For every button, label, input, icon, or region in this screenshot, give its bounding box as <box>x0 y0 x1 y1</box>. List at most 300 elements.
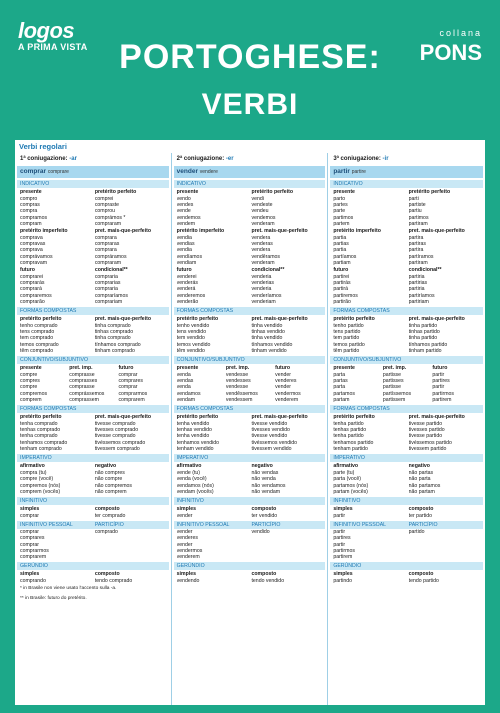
verb-form: tem vendido <box>176 335 205 342</box>
verb-form: tínhamos partido <box>408 341 448 348</box>
verb-infinitive: comprar <box>20 168 48 175</box>
section-title: FORMAS COMPOSTAS <box>330 307 483 315</box>
verb-form: parti <box>408 196 419 202</box>
tense-heading: simples <box>333 505 353 512</box>
verb-form: compraram <box>94 259 122 266</box>
conjugation-label: 2ª coniugazione: <box>176 156 226 162</box>
verb-infinitive: vender <box>176 168 200 175</box>
verb-form: tinhas partido <box>408 329 440 336</box>
conjugation-block <box>174 505 326 519</box>
verb-form: vender <box>176 529 193 536</box>
tense-heading: pret. imp. <box>382 365 407 372</box>
verb-form: vendido <box>251 529 270 536</box>
verb-form: compres <box>20 378 40 385</box>
conjugation-block <box>17 188 169 227</box>
verb-form: não compres <box>94 470 125 477</box>
verb-form: compraras <box>94 241 120 248</box>
section-title-part: INFINITIVO PESSOAL <box>176 522 230 529</box>
verb-form: comprarem <box>20 553 47 560</box>
tense-heading: negativo <box>408 463 430 470</box>
verb-form: venda <box>176 384 191 391</box>
verb-form: partamos <box>333 390 355 397</box>
verb-form: comprarei <box>20 274 44 281</box>
conjugation-ending: -er <box>225 156 234 162</box>
verb-form: não vendamos <box>251 482 286 489</box>
verb-form: comprarem <box>118 396 145 403</box>
verb-form: ter comprado <box>94 512 126 519</box>
verb-form: tenhas partido <box>333 427 367 434</box>
conjugation-label: 1ª coniugazione: <box>20 156 70 162</box>
verb-form: venderei <box>176 274 197 281</box>
conjugation-label: 3ª coniugazione: <box>333 156 383 162</box>
verb-form: compre <box>20 384 38 391</box>
verb-form: não comprem <box>94 488 127 495</box>
tense-heading: pretérito perfeito <box>20 316 62 323</box>
verb-form: tivessem vendido <box>251 445 292 452</box>
tense-heading: futuro <box>176 267 192 274</box>
conjugation-block <box>174 462 326 495</box>
verb-form: tenho vendido <box>176 323 210 330</box>
verb-form: tens vendido <box>176 329 207 336</box>
verb-form: parte (tu) <box>333 470 355 477</box>
verb-form: tinham vendido <box>251 347 287 354</box>
tense-heading: presente <box>333 189 355 195</box>
tense-heading: condicional** <box>251 267 285 274</box>
conjugation-block <box>17 364 169 403</box>
verb-form: tinham partido <box>408 347 442 354</box>
verb-form: comprando <box>20 578 46 585</box>
conjugation-heading <box>330 153 483 166</box>
verb-form: compraria <box>94 274 118 281</box>
verb-form: tinha partido <box>408 323 438 330</box>
verb-form: comprar <box>20 541 40 548</box>
verb-form: compraríamos <box>94 292 128 299</box>
verb-form: parte <box>333 208 346 215</box>
tense-heading: composto <box>251 571 277 578</box>
verb-form: partirem <box>432 396 452 403</box>
conjugation-block <box>17 505 169 519</box>
verb-form: partirmos <box>432 390 455 397</box>
verb-form: vendêramos <box>251 253 281 260</box>
verb-form: tem partido <box>333 335 360 342</box>
section-title: INFINITIVO <box>17 497 169 505</box>
verb-form: venderes <box>176 535 198 542</box>
verb-form: compravas <box>20 241 46 248</box>
conjugation-block <box>330 413 483 452</box>
section-title: CONJUNTIVO/SUBJUNTIVO <box>174 356 326 364</box>
verb-form: partido <box>408 529 425 536</box>
verb-form: venderias <box>251 280 274 287</box>
conjugation-block <box>330 227 483 266</box>
conjugation-block <box>330 266 483 305</box>
verb-form: partirias <box>408 280 428 287</box>
section-title: INFINITIVO <box>174 497 326 505</box>
verb-form: parta <box>333 384 346 391</box>
verb-form: partir <box>432 372 445 379</box>
verb-form: venderas <box>251 241 273 248</box>
verb-form: compra (tu) <box>20 470 47 477</box>
tense-heading: pretérito imperfeito <box>333 228 381 235</box>
section-title-part: PARTICÍPIO <box>408 522 438 529</box>
verb-form: partem <box>333 220 350 227</box>
verb-form: venderás <box>176 280 198 287</box>
verb-form: comprei <box>94 196 114 202</box>
tense-heading: pretérito perfeito <box>333 414 375 421</box>
verb-form: compravam <box>20 259 48 266</box>
verb-form: partiria <box>408 274 425 281</box>
tense-heading: simples <box>20 571 40 578</box>
tense-heading: presente <box>333 365 355 372</box>
header <box>0 0 500 140</box>
verb-form: partir <box>333 512 346 519</box>
verb-form: parta <box>333 372 346 379</box>
sheet-title: Verbi regolari <box>19 142 67 151</box>
verb-form: tinham comprado <box>94 347 135 354</box>
verb-form: partirmos <box>333 547 355 554</box>
verb-form: tenha comprado <box>20 433 58 440</box>
conjugation-block <box>330 188 483 227</box>
verb-form: temos vendido <box>176 341 211 348</box>
tense-heading: pretérito imperfeito <box>20 228 68 235</box>
verb-form: tens comprado <box>20 329 55 336</box>
verb-form: partira <box>408 247 424 254</box>
verb-form: partimos <box>333 214 354 221</box>
section-title <box>174 521 326 529</box>
tense-heading: presente <box>20 189 42 195</box>
section-title: IMPERATIVO <box>17 454 169 462</box>
verb-form: tenhas vendido <box>176 427 212 434</box>
verb-form: partam <box>333 396 350 403</box>
verb-form: venderem <box>275 396 299 403</box>
verb-form: comprarmos <box>118 390 148 397</box>
verb-form: vender <box>275 372 291 379</box>
verb-form: partisse <box>382 384 402 391</box>
verb-form: comprarás <box>20 280 45 287</box>
tense-heading: pret. mais-que-perfeito <box>251 228 308 235</box>
verb-form: partirás <box>333 280 351 287</box>
tense-heading: simples <box>333 571 353 578</box>
verb-form: tinha vendido <box>251 323 283 330</box>
verb-form: partiram <box>408 220 428 227</box>
section-title <box>330 521 483 529</box>
verb-form: compraremos <box>20 292 52 299</box>
tense-heading: pret. mais-que-perfeito <box>408 414 465 421</box>
verb-form: comprássemos <box>69 390 105 397</box>
tense-heading: futuro <box>118 365 134 372</box>
tense-heading: presente <box>176 189 199 195</box>
verb-form: parto <box>333 196 346 202</box>
verb-form: vendia <box>176 247 192 254</box>
verb-form: tenha vendido <box>176 433 210 440</box>
tense-heading: afirmativo <box>20 463 45 470</box>
tense-heading: pretérito perfeito <box>408 189 451 195</box>
verb-form: comprávamos <box>20 253 53 260</box>
verb-translation: partire <box>351 169 366 175</box>
conjugation-block <box>174 364 326 403</box>
verb-form: compraram <box>94 220 122 227</box>
verb-form: partir <box>333 541 346 548</box>
section-title: GERÚNDIO <box>330 562 483 570</box>
verb-form: partindo <box>333 578 353 585</box>
verb-form: comprar <box>20 512 40 519</box>
verb-form: comprem <box>20 396 42 403</box>
verb-form: parta (você) <box>333 476 361 483</box>
conjugation-block <box>330 529 483 560</box>
conjugation-block <box>330 570 483 584</box>
tense-heading: pret. mais-que-perfeito <box>408 316 465 323</box>
verb-form: partíramos <box>408 253 434 260</box>
verb-form: partiriam <box>408 298 429 305</box>
verb-form: partiste <box>408 202 426 209</box>
verb-form: partiam <box>333 259 351 266</box>
conjugation-ending: -ir <box>382 156 389 162</box>
conjugation-block <box>17 529 169 560</box>
verb-form: partiram <box>408 259 428 266</box>
verb-form: vendessem <box>225 396 253 403</box>
verb-form: comprar <box>118 384 138 391</box>
verb-form: partissem <box>382 396 406 403</box>
verb-form: não partas <box>408 470 434 477</box>
verb-form: vendam <box>176 396 196 403</box>
page-subtitle: VERBI <box>201 88 299 121</box>
verb-sheet <box>15 140 485 705</box>
verb-bar <box>174 166 326 178</box>
verb-form: venderemos <box>176 292 206 299</box>
verb-form: venderá <box>176 286 196 293</box>
verb-form: não compremos <box>94 482 133 489</box>
section-title: INDICATIVO <box>330 180 483 188</box>
verb-form: partia <box>333 235 347 242</box>
verb-form: compram <box>20 220 42 227</box>
tense-heading: afirmativo <box>176 463 202 470</box>
verb-form: comprem (vocês) <box>20 488 61 495</box>
tense-heading: pretérito perfeito <box>20 414 62 421</box>
verb-form: vendeu <box>251 208 269 215</box>
verb-form: tivesse vendido <box>251 421 288 428</box>
verb-form: tinhas vendido <box>251 329 285 336</box>
verb-form: tinha comprado <box>94 323 131 330</box>
verb-form <box>95 554 166 560</box>
verb-form: tenhamos partido <box>333 439 374 446</box>
conjugation-block <box>330 462 483 495</box>
verb-form: venda <box>176 372 191 379</box>
section-title: GERÚNDIO <box>17 562 169 570</box>
footnote: * in Brasile non viene usato l'accento sulla -a. <box>20 586 117 592</box>
verb-form: vendi <box>251 196 264 202</box>
verb-form: compraste <box>94 202 120 209</box>
verb-form: partam (vocês) <box>333 488 368 495</box>
verb-form: compremos (nós) <box>20 482 61 489</box>
tense-heading: composto <box>251 505 277 512</box>
verb-translation: vendere <box>199 169 218 175</box>
verb-form: tivessem comprado <box>94 445 140 452</box>
verb-form: tivéssemos partido <box>408 439 452 446</box>
verb-form: tenham vendido <box>176 445 214 452</box>
verb-form: tem comprado <box>20 335 54 342</box>
verb-form: vendeste <box>251 202 273 209</box>
verb-form: partiras <box>408 241 426 248</box>
tense-heading: composto <box>408 505 434 512</box>
verb-translation: comprare <box>47 169 69 175</box>
tense-heading: futuro <box>20 267 35 274</box>
tense-heading: pretérito perfeito <box>176 414 219 421</box>
tense-heading: pretérito perfeito <box>176 316 219 323</box>
verb-form: tivéssemos vendido <box>251 439 298 446</box>
tense-heading: presente <box>20 365 42 372</box>
verb-form: venderam <box>251 259 275 266</box>
verb-form: comprado <box>94 529 118 536</box>
verb-infinitive: partir <box>333 168 352 175</box>
tense-heading: pretérito perfeito <box>333 316 375 323</box>
verb-form: vender <box>275 384 291 391</box>
verb-form: tenhas comprado <box>20 427 61 434</box>
verb-form: partiríamos <box>408 292 435 299</box>
conjugation-columns <box>15 153 485 705</box>
tense-heading: composto <box>94 571 120 578</box>
verb-form: comprares <box>118 378 143 385</box>
verb-form: venda (você) <box>176 476 207 483</box>
verb-form: partíamos <box>333 253 357 260</box>
tense-heading: pret. imp. <box>69 365 93 372</box>
verb-form: vendera <box>251 235 271 242</box>
verb-form: compra <box>20 208 38 215</box>
verb-form <box>409 554 480 560</box>
tense-heading: pretérito perfeito <box>251 189 293 195</box>
conjugation-heading <box>17 153 169 166</box>
section-title: INFINITIVO <box>330 497 483 505</box>
tense-heading: presente <box>176 365 199 372</box>
section-title-part: INFINITIVO PESSOAL <box>20 522 73 529</box>
verb-form: compre (você) <box>20 476 54 483</box>
verb-form: compro <box>20 196 38 202</box>
section-title-part: PARTICÍPIO <box>251 522 281 529</box>
verb-form: tínhamos vendido <box>251 341 293 348</box>
verb-form: comprámos * <box>94 214 126 221</box>
tense-heading: pret. mais-que-perfeito <box>94 414 152 421</box>
conjugation-block <box>17 315 169 354</box>
verb-form: comprava <box>20 235 43 242</box>
verb-form: tinha vendido <box>251 335 283 342</box>
verb-form: comprassem <box>69 396 99 403</box>
verb-form: partiu <box>408 208 422 215</box>
verb-form: têm partido <box>333 347 360 354</box>
verb-form: partisse <box>382 372 402 379</box>
verb-form <box>251 554 322 560</box>
verb-form: tendo vendido <box>251 578 285 585</box>
conjugation-block <box>174 529 326 560</box>
verb-form: vendas <box>176 378 194 385</box>
verb-form: vendesse <box>225 372 249 379</box>
verb-form: venderíamos <box>251 292 282 299</box>
verb-form: venderam <box>251 220 275 227</box>
tense-heading: simples <box>176 571 196 578</box>
verb-form: venderem <box>176 553 200 560</box>
verb-form: partires <box>432 378 450 385</box>
footnote: ** in Brasile: futuro do pretérito. <box>20 596 87 602</box>
verb-form: não partamos <box>408 482 441 489</box>
verb-form: vendesse <box>225 384 249 391</box>
verb-form: comprara <box>94 235 117 242</box>
verb-form: vendemos <box>251 214 276 221</box>
verb-form: vender <box>176 512 193 519</box>
conjugation-block <box>17 570 169 584</box>
verb-form: vende (tu) <box>176 470 201 477</box>
tense-heading: futuro <box>333 267 349 274</box>
section-title: IMPERATIVO <box>174 454 326 462</box>
verb-form: vendermos <box>275 390 301 397</box>
tense-heading: simples <box>20 505 40 512</box>
verb-form: compraria <box>94 286 118 293</box>
verb-form: partimos <box>408 214 429 221</box>
verb-form: vendemos <box>176 214 201 221</box>
verb-form: partíssemos <box>382 390 412 397</box>
verb-form: vendêssemos <box>225 390 258 397</box>
verb-form: vende <box>176 208 191 215</box>
verb-form: comprarmos <box>20 547 49 554</box>
page-title: PORTOGHESE: <box>119 38 381 76</box>
verb-form: vendamos <box>176 390 201 397</box>
verb-form: tivesses partido <box>408 427 445 434</box>
verb-form: comprasse <box>69 384 95 391</box>
verb-form: tendo comprado <box>94 578 133 585</box>
conjugation-column <box>15 153 172 705</box>
verb-form: tivesse vendido <box>251 433 288 440</box>
conjugation-block <box>17 462 169 495</box>
verb-form: partir <box>432 384 445 391</box>
verb-form: venderia <box>251 274 272 281</box>
conjugation-block <box>174 315 326 354</box>
conjugation-block <box>17 413 169 452</box>
section-title: CONJUNTIVO/SUBJUNTIVO <box>330 356 483 364</box>
verb-form: não partam <box>408 488 435 495</box>
verb-form: temos comprado <box>20 341 59 348</box>
verb-form: partirão <box>333 298 351 305</box>
verb-form: comprava <box>20 247 43 254</box>
verb-form: partias <box>333 241 349 248</box>
verb-form: compre <box>20 372 38 379</box>
verb-form: vendesses <box>225 378 251 385</box>
verb-form: partes <box>333 202 348 209</box>
tense-heading: composto <box>94 505 120 512</box>
verb-form: partires <box>333 535 351 542</box>
verb-form: tivessem partido <box>408 445 447 452</box>
tense-heading: pret. mais-que-perfeito <box>408 228 465 235</box>
verb-form: comprasses <box>69 378 98 385</box>
verb-form: vendermos <box>176 547 203 554</box>
verb-form: tivesse comprado <box>94 433 136 440</box>
conjugation-ending: -ar <box>69 156 77 162</box>
verb-form: tenham comprado <box>20 445 62 452</box>
verb-bar <box>330 166 483 178</box>
verb-form: tendo partido <box>408 578 439 585</box>
section-title: FORMAS COMPOSTAS <box>174 307 326 315</box>
tense-heading: negativo <box>94 463 117 470</box>
tense-heading: condicional** <box>408 267 442 274</box>
verb-form: venderes <box>275 378 297 385</box>
verb-form: ter partido <box>408 512 432 519</box>
verb-form: tenho comprado <box>20 323 58 330</box>
verb-form: comprarias <box>94 280 121 287</box>
tense-heading: pretérito imperfeito <box>176 228 225 235</box>
verb-form: vender <box>176 541 193 548</box>
verb-form: tenham partido <box>333 445 368 452</box>
verb-form: vendes <box>176 202 194 209</box>
tense-heading: simples <box>176 505 196 512</box>
tense-heading: pret. mais-que-perfeito <box>251 414 308 421</box>
logo-subtitle: A PRIMA VISTA <box>18 42 88 52</box>
section-title: INDICATIVO <box>174 180 326 188</box>
verb-form: partiremos <box>333 292 358 299</box>
